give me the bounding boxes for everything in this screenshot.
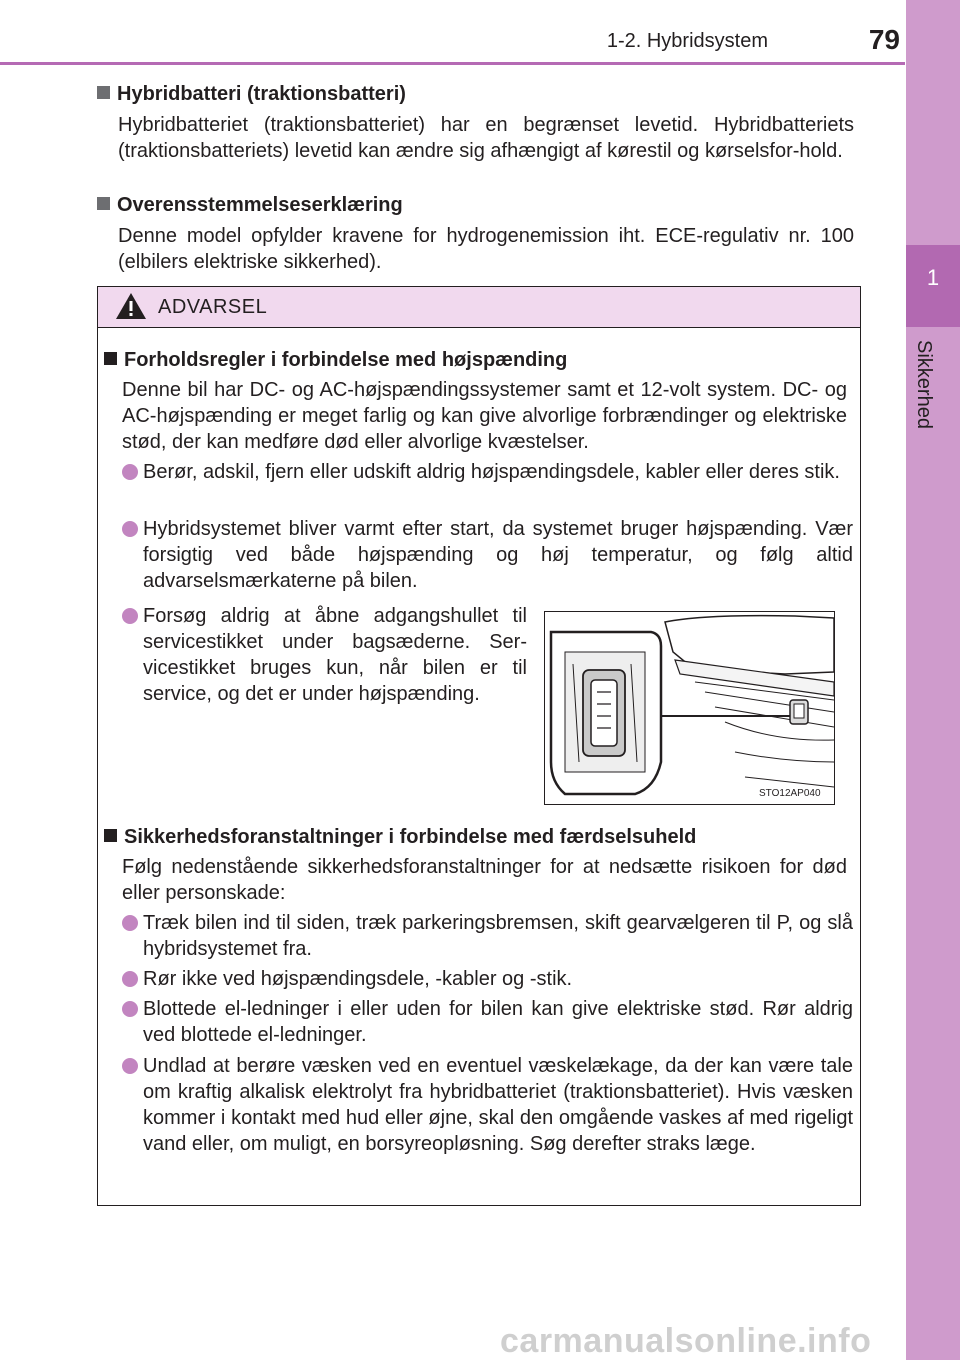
section-heading-text: Overensstemmelseserklæring [117, 194, 403, 216]
rear-seat-service-plug-drawing [545, 612, 834, 804]
list-item-text: Forsøg aldrig at åbne adgangshullet til servicestikket under bagsæderne. Ser-vicestikket bruges kun, når bilen er til service, og det er under højspænding. [143, 605, 527, 705]
chapter-title: Sikkerhed [913, 340, 935, 429]
subheading-text: Sikkerhedsforanstaltninger i forbindelse med færdselsuheld [124, 826, 697, 848]
list-item [122, 459, 853, 485]
square-bullet-icon [104, 352, 117, 365]
figure-code: STO12AP040 [759, 788, 821, 799]
warning-intro: Denne bil har DC- og AC-højspændingssystemer samt et 12-volt system. DC- og AC-højspænding er meget farlig og kan give alvorlige forbrændinger og elektriske stød, der kan medføre død eller alvorlige kvæstelser. [122, 379, 847, 453]
list-item [122, 603, 527, 707]
chapter-number: 1 [926, 265, 940, 290]
section-hybrid-battery [97, 81, 854, 164]
section-heading-text: Hybridbatteri (traktionsbatteri) [117, 83, 406, 105]
warning-title: ADVARSEL [158, 296, 268, 318]
header-rule [0, 62, 905, 65]
service-plug-illustration [544, 611, 835, 805]
list-item-text: Træk bilen ind til siden, træk parkeringsbremsen, skift gearvælgeren til P, og slå hybridsystemet fra. [143, 912, 853, 960]
section-heading [97, 81, 854, 107]
list-item [122, 910, 853, 962]
section-declaration [97, 192, 854, 275]
warning-intro: Følg nedenstående sikkerhedsforanstaltninger for at nedsætte risikoen for død eller personskade: [122, 856, 847, 904]
bullet-dot-icon [122, 464, 138, 480]
list-item-text: Hybridsystemet bliver varmt efter start, da systemet bruger højspænding. Vær forsigtig ved både højspænding og høj temperatur, og følg altid advarselsmærkaterne på bilen. [143, 518, 853, 592]
list-item-text: Blottede el-ledninger i eller uden for bilen kan give elektriske stød. Rør aldrig ved blottede el-ledninger. [143, 998, 853, 1046]
warning-triangle-icon [115, 291, 147, 321]
section-body: Hybridbatteriet (traktionsbatteriet) har en begrænset levetid. Hybridbatteriets (traktionsbatteriets) levetid kan ændre sig afhængigt af kørestil og kørselsfor-hold. [118, 114, 854, 162]
bullet-dot-icon [122, 971, 138, 987]
bullet-dot-icon [122, 608, 138, 624]
bullet-dot-icon [122, 1001, 138, 1017]
list-item [122, 996, 853, 1048]
warning-subheading-high-voltage [104, 347, 567, 373]
square-bullet-icon [97, 197, 110, 210]
square-bullet-icon [104, 829, 117, 842]
section-heading [97, 192, 854, 218]
list-item-text: Undlad at berøre væsken ved en eventuel væskelækage, da der kan være tale om kraftig alkalisk elektrolyt fra hybridbatteriet (traktionsbatteriet). Hvis væsken kommer i kontakt med hud eller øjne, skal den omgående vaskes af med rigeligt vand eller, om muligt, en borsyreopløsning. Søg derefter straks læge. [143, 1055, 853, 1155]
list-item [122, 966, 853, 992]
bullet-dot-icon [122, 915, 138, 931]
warning-subheading-accident [104, 824, 696, 850]
section-body: Denne model opfylder kravene for hydrogenemission iht. ECE-regulativ nr. 100 (elbilers elektriske sikkerhed). [118, 225, 854, 273]
list-item [122, 516, 853, 594]
list-item [122, 1053, 853, 1157]
page-number: 79 [868, 24, 900, 55]
running-header-section: 1-2. Hybridsystem [606, 30, 768, 52]
square-bullet-icon [97, 86, 110, 99]
list-item-text: Rør ikke ved højspændingsdele, -kabler og -stik. [143, 968, 573, 990]
subheading-text: Forholdsregler i forbindelse med højspænding [124, 349, 568, 371]
bullet-dot-icon [122, 1058, 138, 1074]
watermark: carmanualsonline.info [500, 1322, 872, 1360]
chapter-side-tab [906, 0, 960, 1360]
list-item-text: Berør, adskil, fjern eller udskift aldrig højspændingsdele, kabler eller deres stik. [143, 461, 840, 483]
bullet-dot-icon [122, 521, 138, 537]
